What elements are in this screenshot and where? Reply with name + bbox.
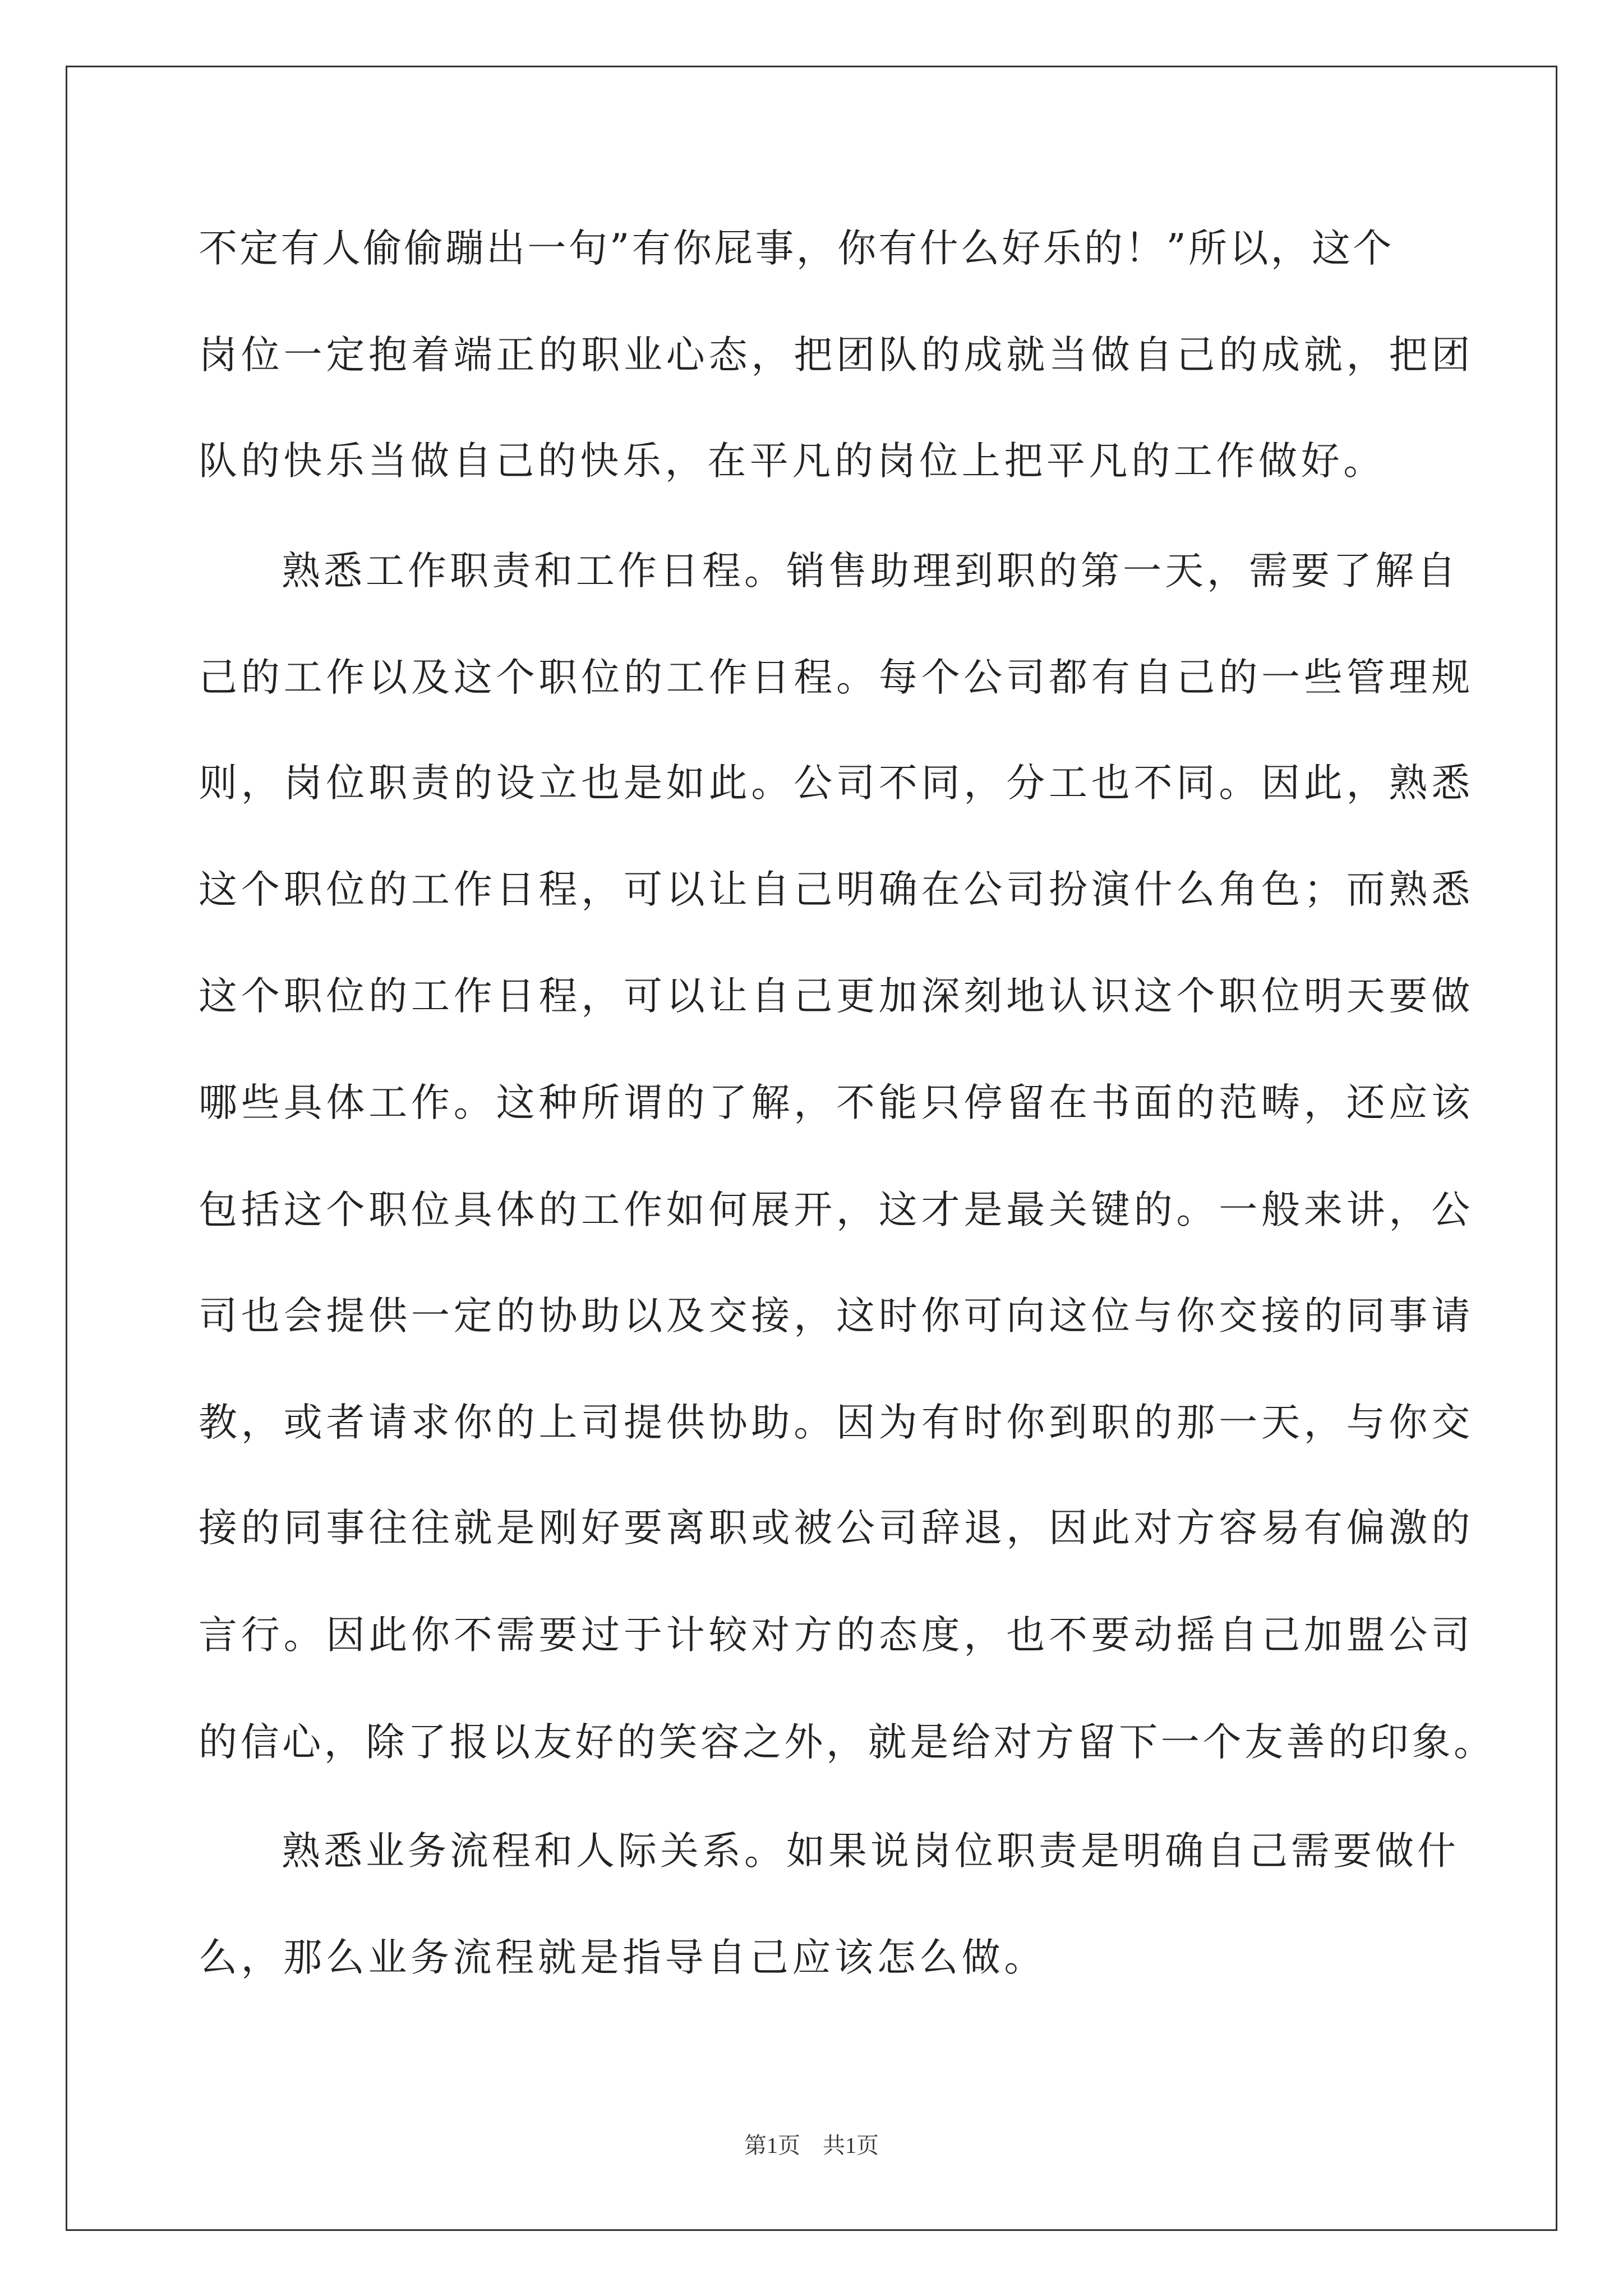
text-line-17: 么，那么业务流程就是指导自己应该怎么做。 xyxy=(199,1935,1046,1980)
text-line-13: 接的同事往往就是刚好要离职或被公司辞退，因此对方容易有偏激的 xyxy=(199,1506,1474,1550)
text-line-1: 不定有人偷偷蹦出一句”有你屁事，你有什么好乐的！”所以，这个 xyxy=(199,226,1394,271)
text-line-8: 这个职位的工作日程，可以让自己更加深刻地认识这个职位明天要做 xyxy=(199,974,1474,1019)
page-border xyxy=(66,66,1557,2231)
text-line-2: 岗位一定抱着端正的职业心态，把团队的成就当做自己的成就，把团 xyxy=(199,333,1474,378)
text-line-10: 包括这个职位具体的工作如何展开，这才是最关键的。一般来讲，公 xyxy=(199,1188,1474,1232)
page-footer: 第1页 共1页 xyxy=(744,2133,879,2158)
text-line-14: 言行。因此你不需要过于计较对方的态度，也不要动摇自己加盟公司 xyxy=(199,1613,1474,1658)
text-line-15: 的信心，除了报以友好的笑容之外，就是给对方留下一个友善的印象。 xyxy=(199,1720,1496,1765)
text-line-11: 司也会提供一定的协助以及交接，这时你可向这位与你交接的同事请 xyxy=(199,1294,1474,1338)
text-line-16: 熟悉业务流程和人际关系。如果说岗位职责是明确自己需要做什 xyxy=(282,1829,1459,1874)
text-line-12: 教，或者请求你的上司提供协助。因为有时你到职的那一天，与你交 xyxy=(199,1400,1474,1445)
text-line-6: 则，岗位职责的设立也是如此。公司不同，分工也不同。因此，熟悉 xyxy=(199,761,1474,806)
text-line-9: 哪些具体工作。这种所谓的了解，不能只停留在书面的范畴，还应该 xyxy=(199,1080,1474,1125)
text-line-4: 熟悉工作职责和工作日程。销售助理到职的第一天，需要了解自 xyxy=(282,549,1459,593)
text-line-3: 队的快乐当做自己的快乐，在平凡的岗位上把平凡的工作做好。 xyxy=(199,439,1386,484)
text-line-5: 己的工作以及这个职位的工作日程。每个公司都有自己的一些管理规 xyxy=(199,655,1474,700)
text-line-7: 这个职位的工作日程，可以让自己明确在公司扮演什么角色；而熟悉 xyxy=(199,867,1474,912)
